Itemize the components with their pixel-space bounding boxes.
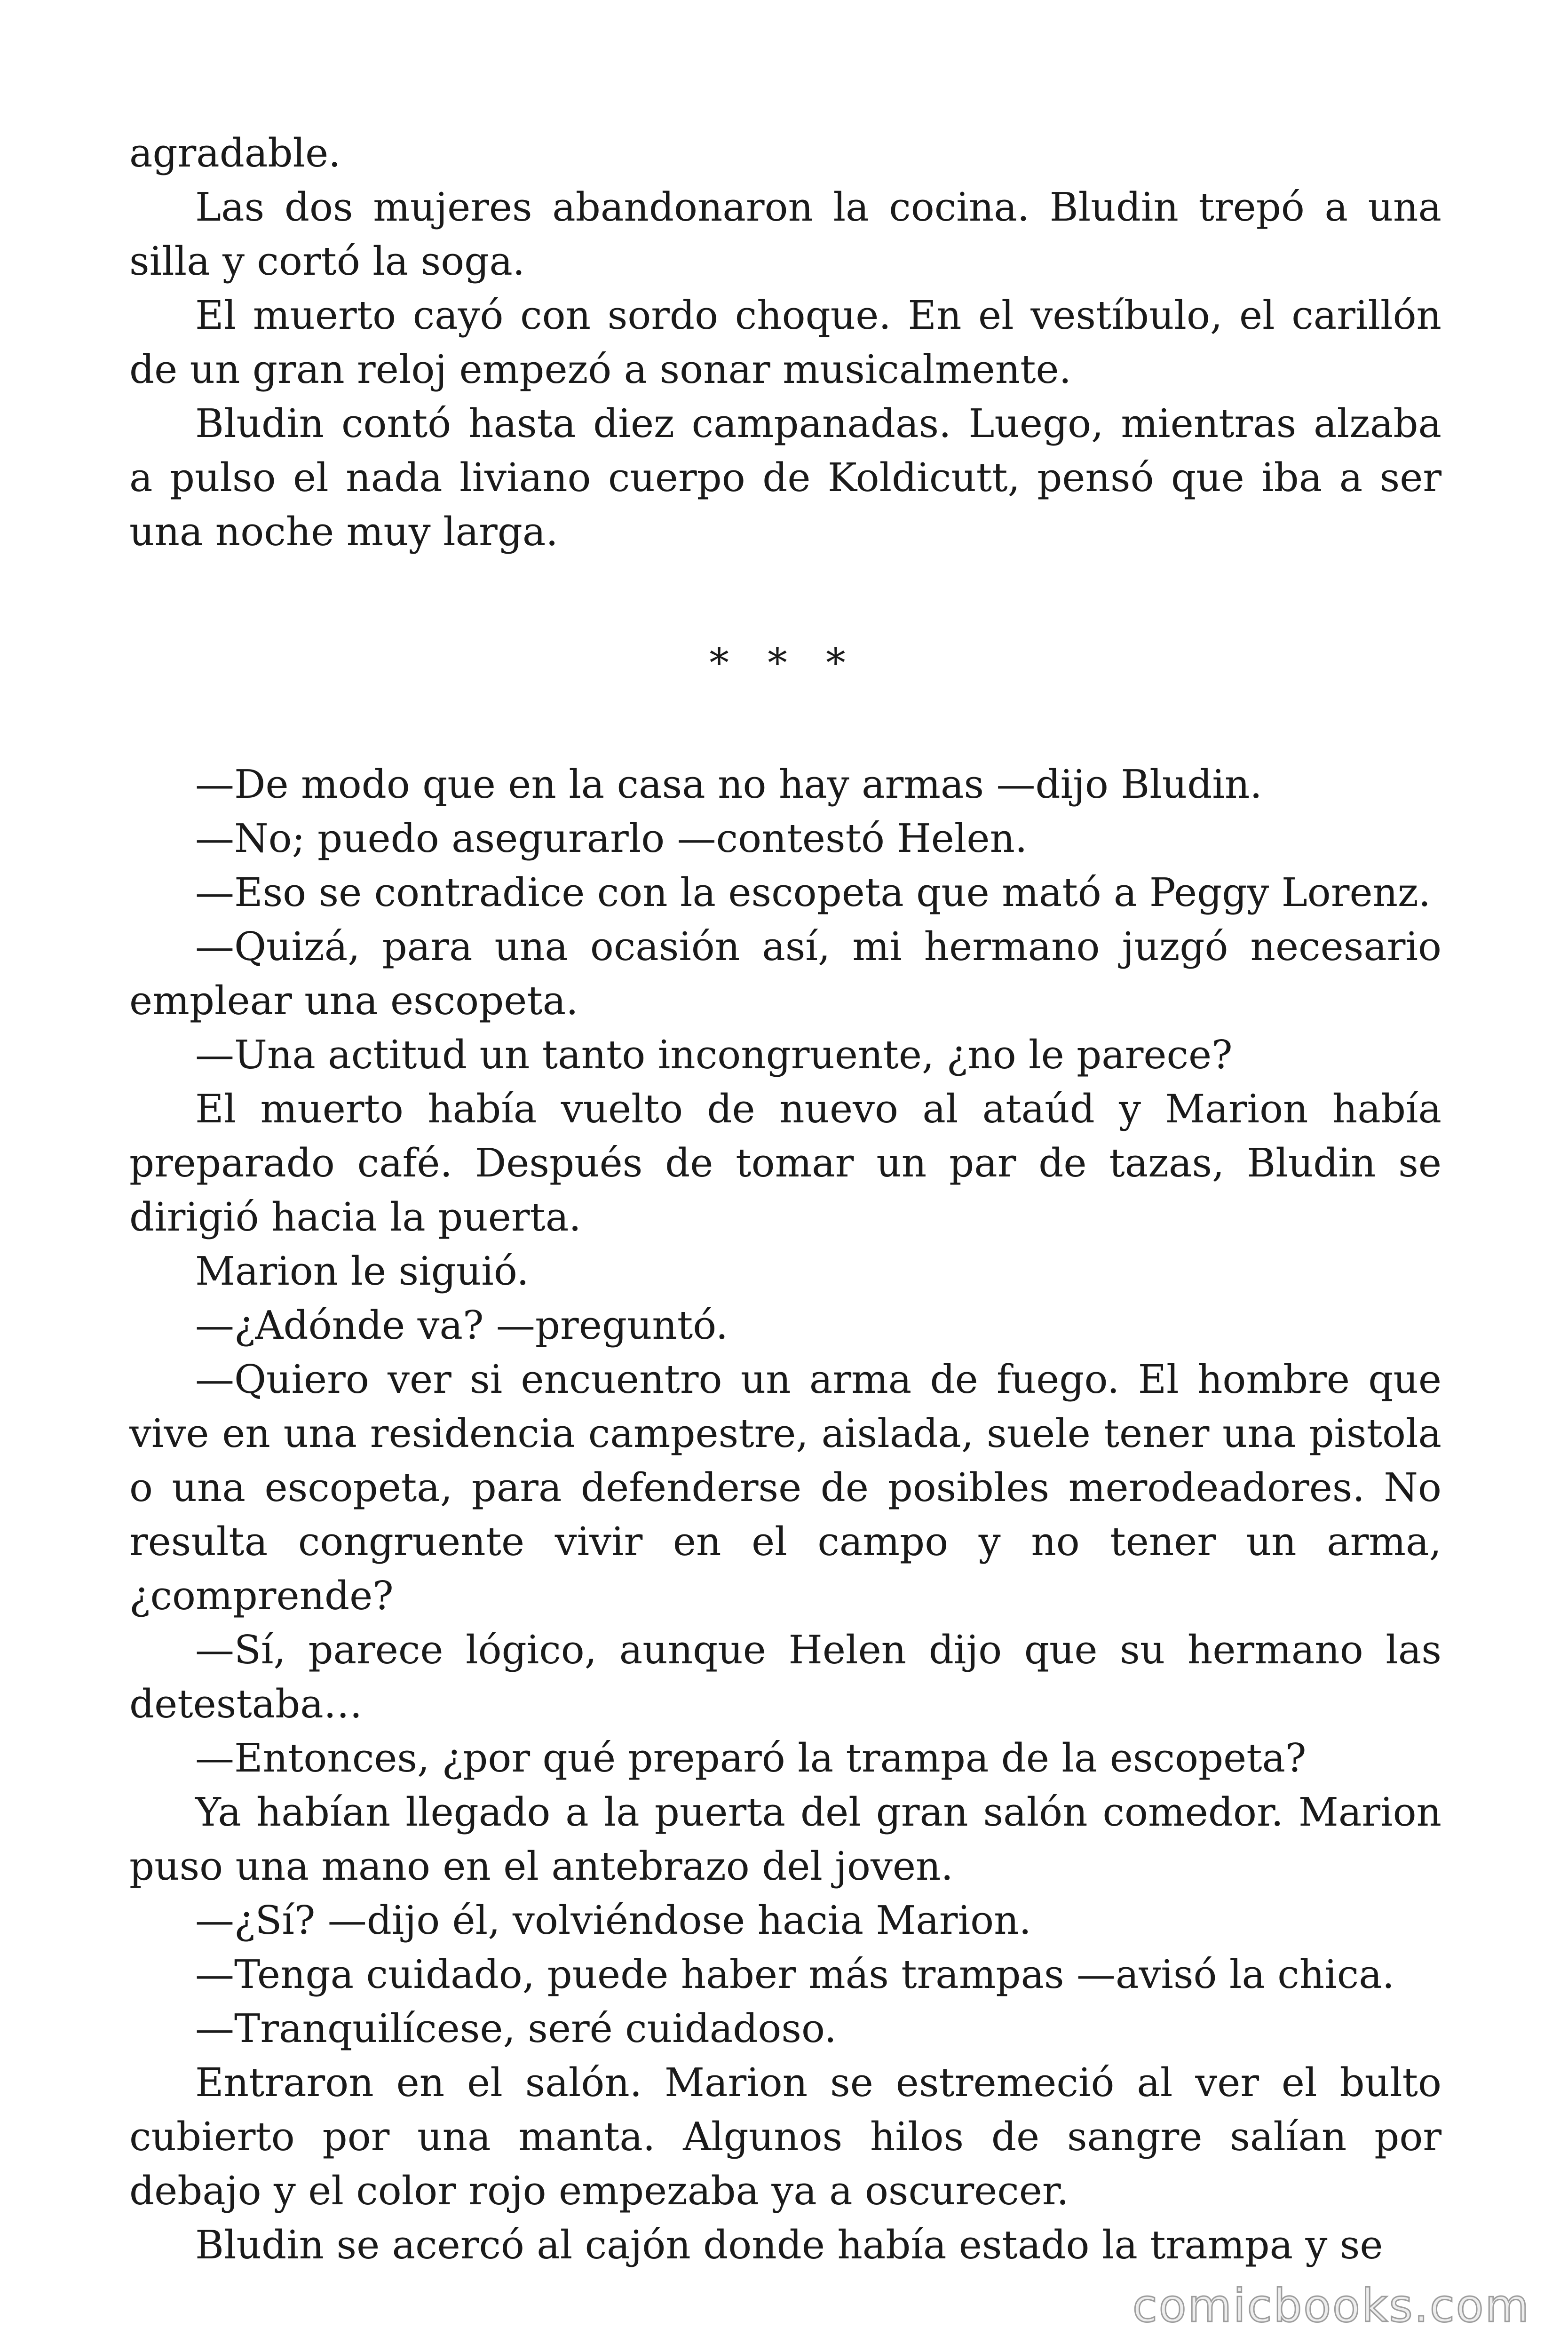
paragraph: Entraron en el salón. Marion se estremeció al ver el bulto cubierto por una manta. Algunos hilos de sangre salían por debajo y el color rojo empezaba ya a oscurecer. bbox=[129, 2060, 1441, 2214]
paragraph: —¿Sí? —dijo él, volviéndose hacia Marion. bbox=[195, 1898, 1031, 1943]
paragraph: Bludin se acercó al cajón donde había estado la trampa y se bbox=[195, 2222, 1383, 2268]
paragraph: El muerto había vuelto de nuevo al ataúd y Marion había preparado café. Después de tomar un par de tazas, Bludin se dirigió hacia la puerta. bbox=[129, 1086, 1441, 1240]
paragraph: agradable. bbox=[129, 130, 341, 176]
watermark: comicbooks.com bbox=[1132, 2280, 1530, 2332]
paragraph: Bludin contó hasta diez campanadas. Luego, mientras alzaba a pulso el nada liviano cuerpo de Koldicutt, pensó que iba a ser una noche muy larga. bbox=[129, 401, 1441, 555]
paragraph: —Quiero ver si encuentro un arma de fuego. El hombre que vive en una residencia campestre, aislada, suele tener una pistola o una escopeta, para defenderse de posibles merodeadores. No resulta congruente vivir en el campo y no tener un arma, ¿comprende? bbox=[129, 1357, 1441, 1619]
text-block-bottom bbox=[129, 757, 1441, 2272]
paragraph: —Una actitud un tanto incongruente, ¿no le parece? bbox=[195, 1032, 1233, 1078]
paragraph: —No; puedo asegurarlo —contestó Helen. bbox=[195, 816, 1028, 861]
paragraph: —Tranquilícese, seré cuidadoso. bbox=[195, 2006, 837, 2051]
paragraph: —Tenga cuidado, puede haber más trampas —avisó la chica. bbox=[195, 1952, 1395, 1997]
paragraph: —Eso se contradice con la escopeta que mató a Peggy Lorenz. bbox=[195, 870, 1431, 915]
paragraph: —¿Adónde va? —preguntó. bbox=[195, 1303, 729, 1348]
paragraph: —De modo que en la casa no hay armas —dijo Bludin. bbox=[195, 762, 1262, 807]
paragraph: —Sí, parece lógico, aunque Helen dijo que su hermano las detestaba… bbox=[129, 1627, 1441, 1727]
paragraph: Ya habían llegado a la puerta del gran salón comedor. Marion puso una mano en el antebrazo del joven. bbox=[129, 1789, 1441, 1889]
paragraph: El muerto cayó con sordo choque. En el vestíbulo, el carillón de un gran reloj empezó a sonar musicalmente. bbox=[129, 293, 1441, 392]
scene-separator: * * * bbox=[709, 640, 859, 686]
paragraph: —Quizá, para una ocasión así, mi hermano juzgó necesario emplear una escopeta. bbox=[129, 924, 1441, 1024]
paragraph: Las dos mujeres abandonaron la cocina. Bludin trepó a una silla y cortó la soga. bbox=[129, 184, 1441, 284]
paragraph: —Entonces, ¿por qué preparó la trampa de la escopeta? bbox=[195, 1735, 1307, 1781]
text-block-top bbox=[129, 126, 1441, 559]
paragraph: Marion le siguió. bbox=[195, 1248, 529, 1294]
